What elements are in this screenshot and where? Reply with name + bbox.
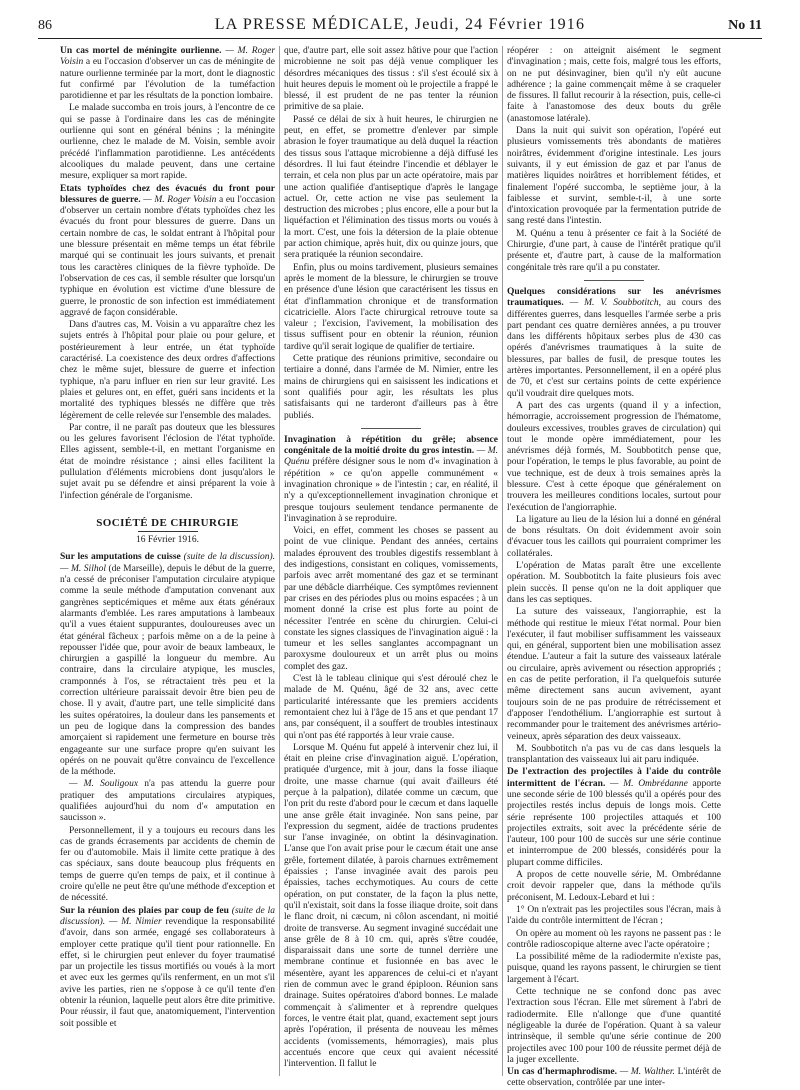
running-header [38, 14, 762, 39]
paragraph-text: (de Marseille), depuis le début de la guerre, n'a cessé de préconiser l'amputation circulaire atypique comme la seule méthode d'amputation convenant aux gangrènes septicémiques et même aux états généraux alarmants d'emblée. Les rares amputations à lambeaux qu'il a vues étaient suppurantes, douloureuses avec un état général fâcheux ; parfois même on a de la peine à repousser l'idée que, pour avoir de beaux lambeaux, le chirurgien a gaspillé la longueur du membre. Au contraire, dans la circulaire atypique, les muscles, cramponnés à l'os, se rétractaient très peu et la correction ultérieure paraissait devoir être bien peu de chose. Il y avait, d'autre part, une telle simplicité dans les suites opératoires, la douleur dans les pansements et un peu de logique dans la compression des bandes amorçaient si rapidement une fermeture en bourse très engageante sur une surface propre qu'en suivant les opérés on ne pouvait qu'être convaincu de l'excellence de la méthode. [60, 563, 275, 778]
paragraph [60, 906, 275, 1030]
column-1 [56, 46, 279, 1076]
paragraph [507, 561, 721, 606]
author-name: — M. Ombrédanne [610, 778, 688, 789]
paragraph-text: Voici, en effet, comment les choses se passent au point de vue clinique. Pendant des années, certains malades éprouvent des troubles digestifs ressemblant à des indigestions, consistant en coliques, vomissements, parfois avec arrêt momentané des gaz et se terminant par une débâcle diarrhéique. Ces symptômes reviennent par crises en des périodes plus ou moins espacées ; à un moment donné la crise est plus forte au point de nécessiter l'entrée en scène du chirurgien. Celui-ci constate les signes classiques de l'invagination aiguë : la tumeur et les selles sanglantes accompagnant un paroxysme douloureux et un arrêt plus ou moins complet des gaz. [284, 526, 498, 672]
paragraph-text: Par contre, il ne paraît pas douteux que les blessures ou les gelures favorisent l'éclosion de l'état typhoïde. Elles agissent, semble-t-il, en mettant l'organisme en état de moindre résistance ; ainsi elles facilitent la pullulation d'éléments microbiens dont jusqu'alors le sujet avait pu se défendre et ainsi préparent la voie à l'infection générale de l'organisme. [60, 422, 275, 501]
paragraph [507, 229, 721, 274]
issue-number: No 11 [728, 18, 762, 33]
paragraph [284, 526, 498, 673]
paragraph-text: revendique la responsabilité d'avoir, dans son armée, engagé ses collaborateurs à employer cette pratique qu'il tient pour rationnelle. En effet, si le chirurgien peut enlever du foyer traumatisé par un projectile les tissus mortifiés ou voués à la mort et avec eux les germes qu'ils renferment, en un mot s'il avive les parties, rien ne s'oppose à ce qu'il tente d'en obtenir la réunion, laquelle peut alors être dite primitive. Pour réussir, il faut que, anatomiquement, l'intervention soit possible et [60, 916, 276, 1029]
paragraph [284, 435, 498, 525]
paragraph-text: que, d'autre part, elle soit assez hâtive pour que l'action microbienne ne soit pas déjà venue compliquer les désordres mécaniques des tissus : s'il s'est écoulé six à huit heures depuis le moment où le projectile a frappé le blessé, il est prudent de ne pas tenter la réunion primitive de sa plaie. [284, 46, 498, 113]
paragraph-text: A part des cas urgents (quand il y a infection, hémorragie, accroissement progression de l'hématome, douleurs excessives, troubles graves de circulation) qui tout le monde opère immédiatement, pour les anévrismes déjà formés, M. Soubbotitch pense que, pour l'opération, le temps le plus favorable, au point de vue technique, est de deux à trois semaines après la blessure. C'est à cette époque que généralement on trouvera les meilleures conditions locales, surtout pour l'exécution de l'angiorraphie. [507, 400, 721, 513]
paragraph [60, 184, 275, 320]
paragraph-text: L'intérêt de cette observation, contrôlée par une inter- [507, 1067, 722, 1089]
paragraph [507, 401, 721, 514]
article-title: Invagination à répétition du grêle; absence congénitale de la moitié droite du gros intestin. [284, 434, 498, 457]
paragraph [60, 103, 275, 182]
paragraph [284, 674, 498, 742]
author-name: — M. Quénu [284, 446, 498, 468]
paragraph-text: a eu l'occasion d'observer un certain nombre d'états typhoïdes chez les évacués du front pour blessures de guerre. Dans un certain nombre de cas, le soldat entrant à l'hôpital pour une blessure présentait en même temps un état fébrile marqué qui se continuait les jours suivants, et prenait tous les caractères cliniques de la fièvre typhoïde. De l'observation de ces cas, il semble résulter que lorsqu'un typhique en évolution est victime d'une blessure de guerre, le pronostic de son infection est immédiatement aggravé de façon considérable. [60, 194, 275, 318]
paragraph [507, 929, 721, 952]
author-name: — M. Souligoux [69, 779, 139, 790]
author-name: (suite de la discussion). — M. Silhol [60, 552, 276, 574]
paragraph [507, 607, 721, 743]
article-columns [56, 46, 742, 1089]
author-name: (suite de la discussion). — M. Nimier [60, 905, 276, 927]
paragraph-text: a eu l'occasion d'observer un cas de méningite de nature ourlienne terminée par la mort, dont le diagnostic fut confirmé par l'évolution de la tuméfaction parotidienne et par les résultats de la ponction lombaire. [60, 57, 275, 102]
paragraph-text: au cours des différentes guerres, dans lesquelles l'armée serbe a pris part pendant ces quatre dernières années, a pu trouver dans les différents hôpitaux serbes plus de 430 cas opérés d'anévrismes traumatiques à la suite de blessures, par balles de fusil, de presque toutes les artères importantes. Personnellement, il en a opéré plus de 70, et c'est sur certains points de cette expérience qu'il voudrait dire quelques mots. [507, 298, 722, 399]
article-title: Un cas mortel de méningite ourlienne. [60, 46, 222, 56]
paragraph-text: Dans la nuit qui suivit son opération, l'opéré eut plusieurs vomissements très abondants de matières noirâtres, évidemment d'origine intestinale. Les jours suivants, il y eut émission de gaz et par l'anus de matières liquides noirâtres et horriblement fétides, et finalement l'opéré succomba, le septième jour, à la faiblesse et survint, semble-t-il, à une sorte d'intoxication provoquée par la fermentation putride de sang resté dans l'intestin. [507, 126, 721, 227]
paragraph [507, 744, 721, 767]
article-title: Quelques considérations sur les anévrismes traumatiques. [507, 286, 721, 309]
author-name: — M. V. Soubbotitch, [569, 298, 661, 309]
paragraph-text: préfère désigner sous le nom d'« invagination à répétition » ce qu'on appelle communément « invagination chronique » de l'intestin ; car, en réalité, il n'y a qu'exceptionnellement invagination chronique et presque toujours seulement tendance permanente de l'invagination à se reproduire. [284, 457, 498, 524]
paragraph [284, 354, 498, 422]
author-name: — M. Walther. [619, 1067, 675, 1078]
article-title: Un cas d'hermaphrodisme. [507, 1067, 617, 1078]
article-separator [361, 428, 421, 429]
paragraph [60, 779, 275, 824]
paragraph [284, 263, 498, 353]
page-number: 86 [38, 18, 52, 33]
paragraph [507, 126, 721, 228]
paragraph-text: Cette pratique des réunions primitive, secondaire ou tertiaire a donné, dans l'armée de M. Nimier, entre les mains de chirurgiens qui en saisissent les indications et sont qualifiés pour agir, les résultats les plus satisfaisants qui ne tarderont d'ailleurs pas à être publiés. [284, 354, 498, 421]
paragraph [507, 46, 721, 125]
column-2 [279, 46, 502, 1076]
section-rule [138, 531, 198, 532]
paragraph [60, 320, 275, 422]
column-3 [502, 46, 725, 1089]
paragraph [507, 287, 721, 400]
paragraph-text: Le malade succomba en trois jours, à l'encontre de ce qui se passe à l'ordinaire dans les cas de méningite ourlienne qui sont en général bénins ; la méningite ourlienne, chez le malade de M. Voisin, semble avoir précédé l'inflammation parotidienne. Les antécédents alcooliques du malade peuvent, dans une certaine mesure, expliquer sa mort rapide. [60, 103, 275, 182]
paragraph [284, 115, 498, 262]
journal-title: LA PRESSE MÉDICALE, Jeudi, 24 Février 1916 [214, 16, 586, 33]
paragraph [507, 1067, 721, 1090]
paragraph-text: apporte une seconde série de 100 blessés qu'il a opérés pour des projectiles restés inclus depuis de longs mois. Cette série représente 100 projectiles attaqués et 100 projectiles extraits, soit avec la précédente série de l'auteur, 100 pour 100 de succès sur une série continue et ininterrompue de 200 blessés, considérés pour la plupart comme difficiles. [507, 778, 722, 868]
paragraph-text: La possibilité même de la radiodermite n'existe pas, puisque, quand les rayons passent, le chirurgien se tient largement à l'écart. [507, 952, 721, 985]
paragraph-text: Enfin, plus ou moins tardivement, plusieurs semaines après le moment de la blessure, le chirurgien se trouve en présence d'une lésion que caractérisent les tissus en état d'inflammation chronique et de transformation cicatricielle. Alors l'acte chirurgical retrouve toute sa valeur ; l'excision, l'avivement, la mobilisation des tissus suffisent pour en obtenir la réunion, réunion tardive qu'il serait logique de qualifier de tertiaire. [284, 262, 498, 352]
author-name: — M. Roger Voisin [60, 46, 276, 68]
paragraph-text: n'a pas attendu la guerre pour pratiquer des amputations circulaires atypiques, qualifiées aujourd'hui du nom d'« amputation en saucisson ». [60, 779, 275, 824]
paragraph-text: Personnellement, il y a toujours eu recours dans les cas de grands écrasements par accidents de chemin de fer ou d'automobile. Mais il limite cette pratique à des cas spéciaux, sans doute beaucoup plus fréquents en temps de guerre qu'en temps de paix, et il continue à croire qu'elle ne peut être qu'une méthode d'exception et de nécessité. [60, 825, 275, 904]
paragraph [507, 952, 721, 986]
paragraph [507, 905, 721, 928]
paragraph-text: On opère au moment où les rayons ne passent pas : le contrôle radioscopique alterne avec l'acte opératoire ; [507, 928, 721, 950]
article-separator [584, 280, 644, 281]
paragraph-text: Passé ce délai de six à huit heures, le chirurgien ne peut, en effet, se promettre d'enlever par simple abrasion le foyer traumatique au delà duquel la réaction des tissus sous l'attaque microbienne a déjà diffusé les désordres. Il lui faut éteindre l'incendie et déblayer le terrain, et cela non plus par un acte opératoire, mais par une action qualifiée d'antiseptique d'après le langage actuel. Or, cette action ne vise pas seulement la destruction des microbes ; plus encore, elle a pour but la liquéfaction et l'élimination des tissus morts ou voués à la mort. C'est, une fois la détersion de la plaie obtenue par action chimique, après huit, dix ou quinze jours, que sera pratiquée la réunion secondaire. [284, 114, 498, 261]
paragraph-text: 1° On n'extrait pas les projectiles sous l'écran, mais à l'aide du contrôle intermittent de l'écran ; [507, 904, 721, 927]
section-date: 16 Février 1916. [135, 535, 200, 546]
paragraph-text: M. Soubbotitch n'a pas vu de cas dans lesquels la transplantation des vaisseaux lui ait paru indiquée. [507, 743, 721, 766]
paragraph [507, 987, 721, 1066]
paragraph [507, 767, 721, 869]
paragraph [60, 46, 275, 102]
paragraph-text: A propos de cette nouvelle série, M. Ombrédanne croit devoir rappeler que, dans la méthode qu'ils préconisent, M. Ledoux-Lebard et lui : [507, 870, 721, 903]
paragraph [284, 743, 498, 1071]
author-name: — M. Roger Voisin [143, 194, 217, 205]
paragraph-text: Cette technique ne se confond donc pas avec l'extraction sous l'écran. Elle met sûrement à l'abri de radiodermite. Elle n'allonge que d'une quantité négligeable la durée de l'opération. Quant à sa valeur intrinsèque, il semble qu'une série continue de 200 projectiles avec 100 pour 100 de réussite permet déjà de la juger excellente. [507, 987, 721, 1065]
article-title: Sur la réunion des plaies par coup de feu [60, 905, 229, 916]
article-title: Sur les amputations de cuisse [60, 552, 181, 563]
paragraph-text: C'est là le tableau clinique qui s'est déroulé chez le malade de M. Quénu, âgé de 32 ans, avec cette particularité intéressante que les premiers accidents remontaient chez lui à l'âge de 15 ans et que pendant 17 ans, par conséquent, il a souffert de troubles intestinaux qui n'ont pas été rapportés à leur vraie cause. [284, 674, 498, 741]
paragraph [60, 423, 275, 502]
paragraph [507, 870, 721, 904]
paragraph-text: Lorsque M. Quénu fut appelé à intervenir chez lui, il était en pleine crise d'invagination aiguë. L'opération, pratiquée d'urgence, mit à jour, dans la fosse iliaque droite, une masse charnue (qui avait d'ailleurs été perçue à la palpation), dilatée comme un cæcum, que l'on prit du reste d'abord pour le cæcum et dans laquelle une anse grêle était invaginée. Non sans peine, par l'expression du segment, aidée de tractions prudentes sur l'anse invaginée, on obtint la désinvagination. L'anse que l'on avait prise pour le cæcum était une anse grêle, fortement dilatée, à parois charnues extrêmement épaissies ; l'anse invaginée avait des parois peu épaissies, taches ecchymotiques. Au cours de cette opération, on put constater, de la façon la plus nette, qu'il n'existait, soit dans la fosse iliaque droite, soit dans le flanc droit, ni cæcum, ni côlon ascendant, ni moitié droite de transverse. Au segment invaginé succédait une anse grêle de 8 à 10 cm. qui, après s'être coudée, disparaissait dans une sorte de tunnel derrière une membrane continue et fusionnée en bas avec le mésentère, ayant les apparences de celui-ci et n'ayant rien de commun avec le grand épiploon. Réunion sans drainage. Suites opératoires d'abord bonnes. Le malade commençait à s'alimenter et à reprendre quelques forces, le ventre était plat, quand, exactement sept jours après l'opération, il présenta de nouveau les mêmes accidents (vomissements, hémorragies), mais plus accentués encore que ceux qui avaient nécessité l'intervention. Il fallut le [284, 742, 498, 1070]
article-title: De l'extraction des projectiles à l'aide du contrôle intermittent de l'écran. [507, 767, 721, 789]
paragraph-text: La ligature au lieu de la lésion lui a donné en général de bons résultats. On doit évidemment avoir soin d'évacuer tous les caillots qui pourraient comprimer les collatérales. [507, 514, 721, 559]
paragraph-text: réopérer : on atteignit aisément le segment d'invagination ; mais, cette fois, malgré tous les efforts, on ne put désinvaginer, bien qu'il n'y eût aucune adhérence ; la gaine commençait même à se craqueler de fissures. Il fallut recourir à la résection, puis, celle-ci faite à l'anastomose des deux bouts du grêle (anastomose latérale). [507, 46, 721, 124]
paragraph-text: M. Quénu a tenu à présenter ce fait à la Société de Chirurgie, d'une part, à cause de l'intérêt pratique qu'il présente et, d'autre part, à cause de la malformation congénitale très rare qu'il a pu constater. [507, 228, 721, 273]
paragraph [507, 515, 721, 560]
article-title: Etats typhoïdes chez des évacués du front pour blessures de guerre. [60, 183, 275, 205]
paragraph-text: La suture des vaisseaux, l'angiorraphie, est la méthode qui restitue le mieux l'état normal. Pour bien l'exécuter, il faut mobiliser suffisamment les vaisseaux qui, en général, supportent bien une mobilisation assez étendue. L'auteur a fait la suture des vaisseaux latérale ou circulaire, après avivement ou résection appropriés ; en cas de petite perforation, il l'a quelquefois suturée même directement sans aucun avivement, ayant toujours soin de ne pas produire de rétrécissement et d'apposer l'endothélium. L'angiorraphie est surtout à recommander pour le traitement des anévrismes artério-veineux, après séparation des deux vaisseaux. [507, 607, 721, 742]
paragraph [60, 826, 275, 905]
paragraph-text: Dans d'autres cas, M. Voisin a vu apparaître chez les sujets entrés à l'hôpital pour plaie ou pour gelure, et postérieurement à leur entrée, un état typhoïde caractérisé. La coexistence des deux ordres d'affections chez le même sujet, blessure de guerre et infection typhique, n'a paru influer en rien sur leur gravité. Les plaies et gelures ont, en effet, guéri sans incidents et la mortalité des typhiques blessés ne diffère que très légèrement de celle relevée sur l'ensemble des malades. [60, 320, 275, 421]
paragraph [284, 46, 498, 114]
paragraph [60, 552, 275, 778]
paragraph-text: L'opération de Matas paraît être une excellente opération. M. Soubbotitch la faite plusieurs fois avec plein succès. Il pense qu'on ne la doit appliquer que dans les cas septiques. [507, 561, 721, 605]
section-heading: SOCIÉTÉ DE CHIRURGIE [96, 516, 239, 529]
